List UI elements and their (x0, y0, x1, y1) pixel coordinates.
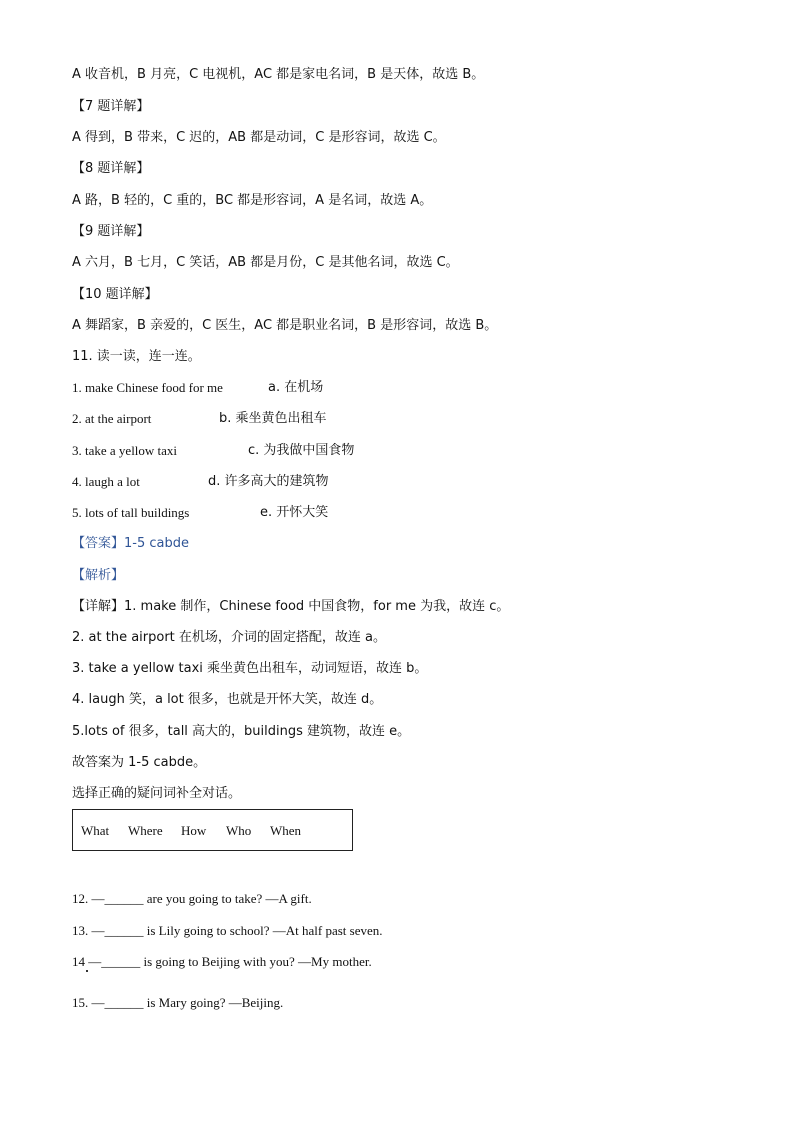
answer-line: 【答案】1-5 cabde (72, 536, 189, 551)
match-left: 1. make Chinese food for me (72, 380, 223, 395)
match-right: a. 在机场 (268, 380, 324, 395)
match-row (72, 442, 392, 460)
detail-line: 【详解】1. make 制作，Chinese food 中国食物，for me 为我，故连 c。 (72, 599, 510, 614)
conclusion-line: 故答案为 1-5 cabde。 (72, 755, 207, 770)
word-option: How (181, 823, 207, 838)
word-box (72, 809, 353, 851)
word-option: What (81, 823, 110, 838)
match-row (72, 410, 392, 428)
match-right: d. 许多高大的建筑物 (208, 474, 329, 489)
q8-heading: 【8 题详解】 (72, 161, 150, 176)
match-right: c. 为我做中国食物 (248, 443, 355, 458)
q9-heading: 【9 题详解】 (72, 224, 150, 239)
word-option: Who (226, 823, 252, 838)
q7-explanation: A 得到，B 带来，C 迟的，AB 都是动词，C 是形容词，故选 C。 (72, 130, 446, 145)
detail-line: 3. take a yellow taxi 乘坐黄色出租车，动词短语，故连 b。 (72, 661, 428, 676)
detail-line: 4. laugh 笑，a lot 很多，也就是开怀大笑，故连 d。 (72, 692, 383, 707)
word-option: Where (128, 823, 163, 838)
q10-heading: 【10 题详解】 (72, 287, 158, 302)
match-left: 5. lots of tall buildings (72, 505, 190, 520)
detail-line: 2. at the airport 在机场，介词的固定搭配，故连 a。 (72, 630, 386, 645)
detail-line: 5.lots of 很多，tall 高大的，buildings 建筑物，故连 e。 (72, 724, 411, 739)
q7-heading: 【7 题详解】 (72, 99, 150, 114)
q9-explanation: A 六月，B 七月，C 笑话，AB 都是月份，C 是其他名词，故选 C。 (72, 255, 459, 270)
stray-dot (86, 970, 88, 972)
q8-explanation: A 路，B 轻的，C 重的，BC 都是形容词，A 是名词，故选 A。 (72, 193, 433, 208)
q11-title: 11. 读一读，连一连。 (72, 349, 201, 364)
question-14: 14 —______ is going to Beijing with you? —My mother. (72, 954, 372, 969)
intro-line: A 收音机，B 月亮，C 电视机，AC 都是家电名词，B 是天体，故选 B。 (72, 67, 485, 82)
match-right: e. 开怀大笑 (260, 505, 329, 520)
word-option: When (270, 823, 302, 838)
analysis-label: 【解析】 (72, 568, 125, 583)
match-left: 2. at the airport (72, 411, 152, 426)
match-left: 4. laugh a lot (72, 474, 140, 489)
question-12: 12. —______ are you going to take? —A gift. (72, 891, 312, 906)
q10-explanation: A 舞蹈家，B 亲爱的，C 医生，AC 都是职业名词，B 是形容词，故选 B。 (72, 318, 498, 333)
match-row (72, 504, 392, 522)
match-row (72, 473, 392, 491)
question-13: 13. —______ is Lily going to school? —At half past seven. (72, 923, 383, 938)
match-left: 3. take a yellow taxi (72, 443, 178, 458)
question-15: 15. —______ is Mary going? —Beijing. (72, 995, 284, 1010)
section-instruction: 选择正确的疑问词补全对话。 (72, 786, 242, 801)
match-row (72, 379, 392, 397)
match-right: b. 乘坐黄色出租车 (219, 411, 327, 426)
